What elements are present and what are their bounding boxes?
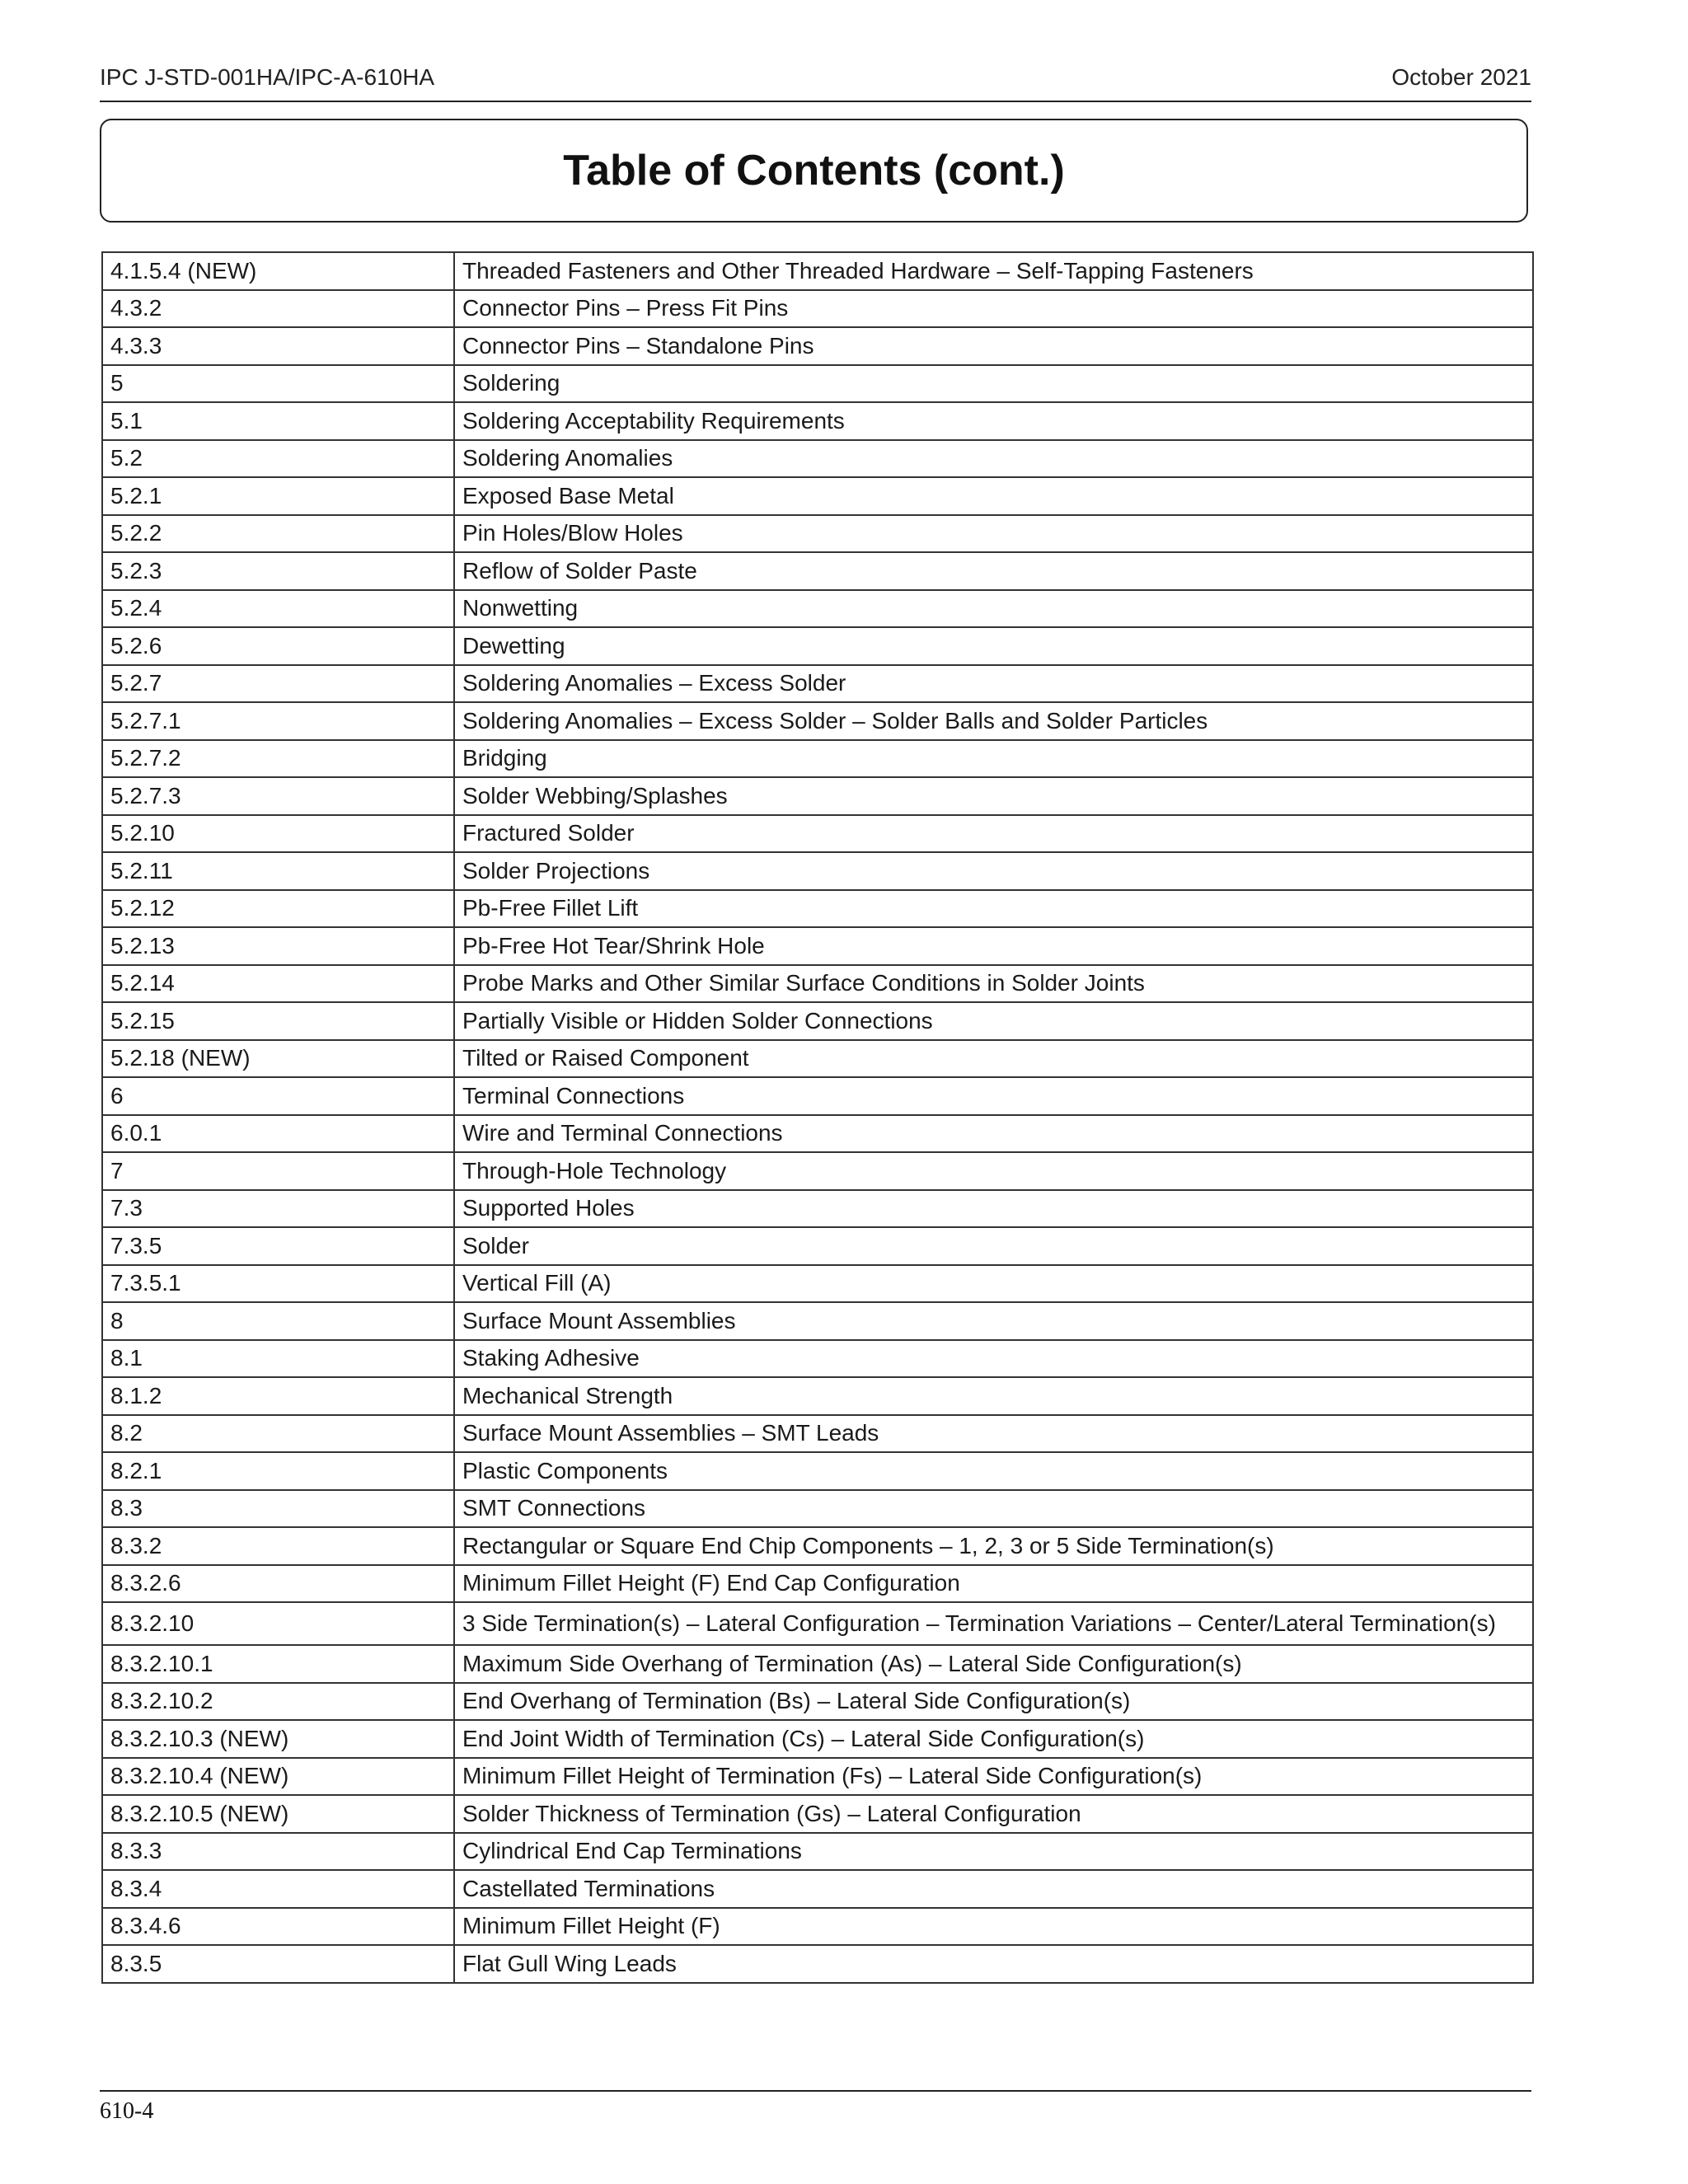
toc-section-number: 5.2.12 bbox=[102, 890, 454, 928]
toc-section-number: 5.2.7.1 bbox=[102, 702, 454, 740]
toc-row bbox=[102, 890, 1533, 928]
toc-row bbox=[102, 1190, 1533, 1228]
toc-section-title: Soldering bbox=[454, 365, 1533, 403]
toc-row bbox=[102, 1758, 1533, 1796]
toc-table bbox=[101, 251, 1534, 1984]
toc-row bbox=[102, 1377, 1533, 1415]
toc-section-number: 6 bbox=[102, 1077, 454, 1115]
toc-section-number: 8.3.2.10.3 (NEW) bbox=[102, 1720, 454, 1758]
toc-section-title: Dewetting bbox=[454, 627, 1533, 665]
toc-section-number: 5.2.7.2 bbox=[102, 740, 454, 778]
toc-section-number: 8.2.1 bbox=[102, 1452, 454, 1490]
toc-row bbox=[102, 590, 1533, 628]
toc-section-title: Cylindrical End Cap Terminations bbox=[454, 1833, 1533, 1871]
toc-section-title: Solder Projections bbox=[454, 852, 1533, 890]
toc-section-title: Through-Hole Technology bbox=[454, 1152, 1533, 1190]
document-id: IPC J-STD-001HA/IPC-A-610HA bbox=[100, 64, 435, 90]
toc-row bbox=[102, 1908, 1533, 1946]
toc-row bbox=[102, 440, 1533, 478]
toc-section-number: 5.2.3 bbox=[102, 552, 454, 590]
toc-section-title: Rectangular or Square End Chip Components – 1, 2, 3 or 5 Side Termination(s) bbox=[454, 1527, 1533, 1565]
toc-row bbox=[102, 1945, 1533, 1983]
toc-row bbox=[102, 327, 1533, 365]
toc-row bbox=[102, 777, 1533, 815]
toc-section-number: 6.0.1 bbox=[102, 1115, 454, 1153]
toc-section-title: Surface Mount Assemblies – SMT Leads bbox=[454, 1415, 1533, 1453]
toc-section-title: Minimum Fillet Height (F) bbox=[454, 1908, 1533, 1946]
toc-section-number: 7.3.5 bbox=[102, 1227, 454, 1265]
toc-row bbox=[102, 552, 1533, 590]
toc-row bbox=[102, 1795, 1533, 1833]
toc-row bbox=[102, 1645, 1533, 1683]
toc-section-title: Pb-Free Fillet Lift bbox=[454, 890, 1533, 928]
toc-section-title: Bridging bbox=[454, 740, 1533, 778]
toc-section-title: Pin Holes/Blow Holes bbox=[454, 515, 1533, 553]
toc-section-number: 8.3.5 bbox=[102, 1945, 454, 1983]
toc-section-title: Exposed Base Metal bbox=[454, 477, 1533, 515]
toc-row bbox=[102, 1565, 1533, 1603]
toc-row bbox=[102, 815, 1533, 853]
toc-section-title: Staking Adhesive bbox=[454, 1340, 1533, 1378]
toc-section-title: Reflow of Solder Paste bbox=[454, 552, 1533, 590]
toc-section-number: 5.2.11 bbox=[102, 852, 454, 890]
toc-row bbox=[102, 515, 1533, 553]
toc-section-number: 4.3.2 bbox=[102, 290, 454, 328]
toc-section-number: 8.3.4.6 bbox=[102, 1908, 454, 1946]
title-box bbox=[100, 119, 1528, 223]
toc-section-number: 5 bbox=[102, 365, 454, 403]
toc-row bbox=[102, 702, 1533, 740]
toc-row bbox=[102, 1683, 1533, 1721]
toc-section-title: Maximum Side Overhang of Termination (As) – Lateral Side Configuration(s) bbox=[454, 1645, 1533, 1683]
toc-row bbox=[102, 965, 1533, 1003]
toc-section-title: Connector Pins – Standalone Pins bbox=[454, 327, 1533, 365]
toc-section-number: 5.2.7 bbox=[102, 665, 454, 703]
toc-section-number: 4.1.5.4 (NEW) bbox=[102, 252, 454, 290]
toc-section-title: Solder Thickness of Termination (Gs) – Lateral Configuration bbox=[454, 1795, 1533, 1833]
toc-section-title: Supported Holes bbox=[454, 1190, 1533, 1228]
toc-section-title: Partially Visible or Hidden Solder Connections bbox=[454, 1002, 1533, 1040]
toc-section-title: Minimum Fillet Height (F) End Cap Configuration bbox=[454, 1565, 1533, 1603]
toc-section-title: Probe Marks and Other Similar Surface Conditions in Solder Joints bbox=[454, 965, 1533, 1003]
toc-row bbox=[102, 252, 1533, 290]
toc-section-title: Soldering Anomalies – Excess Solder – Solder Balls and Solder Particles bbox=[454, 702, 1533, 740]
toc-row bbox=[102, 365, 1533, 403]
toc-section-number: 5.1 bbox=[102, 402, 454, 440]
toc-section-number: 8.3.4 bbox=[102, 1870, 454, 1908]
toc-row bbox=[102, 1833, 1533, 1871]
toc-section-title: Mechanical Strength bbox=[454, 1377, 1533, 1415]
toc-section-number: 8.3.2.6 bbox=[102, 1565, 454, 1603]
toc-row bbox=[102, 1602, 1533, 1645]
toc-section-title: Terminal Connections bbox=[454, 1077, 1533, 1115]
toc-section-title: Plastic Components bbox=[454, 1452, 1533, 1490]
toc-row bbox=[102, 927, 1533, 965]
toc-section-number: 8.1.2 bbox=[102, 1377, 454, 1415]
toc-row bbox=[102, 665, 1533, 703]
toc-row bbox=[102, 852, 1533, 890]
toc-section-number: 8.3.2 bbox=[102, 1527, 454, 1565]
toc-row bbox=[102, 477, 1533, 515]
toc-section-number: 5.2.2 bbox=[102, 515, 454, 553]
toc-section-title: SMT Connections bbox=[454, 1490, 1533, 1528]
toc-row bbox=[102, 402, 1533, 440]
toc-row bbox=[102, 1040, 1533, 1078]
toc-section-number: 5.2.4 bbox=[102, 590, 454, 628]
toc-row bbox=[102, 290, 1533, 328]
toc-section-number: 5.2.15 bbox=[102, 1002, 454, 1040]
toc-section-title: Nonwetting bbox=[454, 590, 1533, 628]
toc-row bbox=[102, 1490, 1533, 1528]
toc-section-title: Soldering Anomalies bbox=[454, 440, 1533, 478]
toc-row bbox=[102, 1265, 1533, 1303]
toc-section-title: Soldering Acceptability Requirements bbox=[454, 402, 1533, 440]
toc-row bbox=[102, 1452, 1533, 1490]
toc-section-number: 8.1 bbox=[102, 1340, 454, 1378]
toc-section-number: 7.3 bbox=[102, 1190, 454, 1228]
toc-section-number: 8.3.3 bbox=[102, 1833, 454, 1871]
toc-section-number: 8.3.2.10.2 bbox=[102, 1683, 454, 1721]
toc-row bbox=[102, 1870, 1533, 1908]
toc-section-title: Castellated Terminations bbox=[454, 1870, 1533, 1908]
toc-row bbox=[102, 1302, 1533, 1340]
toc-section-title: Tilted or Raised Component bbox=[454, 1040, 1533, 1078]
document-date: October 2021 bbox=[1391, 64, 1531, 90]
toc-section-number: 4.3.3 bbox=[102, 327, 454, 365]
toc-section-number: 8 bbox=[102, 1302, 454, 1340]
toc-section-title: Minimum Fillet Height of Termination (Fs) – Lateral Side Configuration(s) bbox=[454, 1758, 1533, 1796]
toc-section-number: 5.2.14 bbox=[102, 965, 454, 1003]
toc-section-number: 8.3.2.10.1 bbox=[102, 1645, 454, 1683]
toc-section-number: 8.3.2.10 bbox=[102, 1602, 454, 1645]
toc-row bbox=[102, 1227, 1533, 1265]
page-number: 610-4 bbox=[100, 2098, 154, 2124]
toc-row bbox=[102, 1077, 1533, 1115]
toc-row bbox=[102, 1115, 1533, 1153]
toc-body bbox=[102, 252, 1533, 1983]
toc-section-number: 8.3.2.10.5 (NEW) bbox=[102, 1795, 454, 1833]
toc-section-number: 5.2.13 bbox=[102, 927, 454, 965]
toc-section-number: 7.3.5.1 bbox=[102, 1265, 454, 1303]
toc-section-title: Surface Mount Assemblies bbox=[454, 1302, 1533, 1340]
toc-row bbox=[102, 1152, 1533, 1190]
toc-section-number: 5.2.10 bbox=[102, 815, 454, 853]
toc-section-title: End Overhang of Termination (Bs) – Lateral Side Configuration(s) bbox=[454, 1683, 1533, 1721]
page-header bbox=[100, 59, 1531, 102]
toc-section-title: 3 Side Termination(s) – Lateral Configuration – Termination Variations – Center/Lateral Termination(s) bbox=[454, 1602, 1533, 1645]
toc-row bbox=[102, 1340, 1533, 1378]
toc-section-title: Solder Webbing/Splashes bbox=[454, 777, 1533, 815]
toc-section-number: 5.2.7.3 bbox=[102, 777, 454, 815]
toc-section-title: Soldering Anomalies – Excess Solder bbox=[454, 665, 1533, 703]
toc-section-title: Solder bbox=[454, 1227, 1533, 1265]
toc-row bbox=[102, 1527, 1533, 1565]
toc-section-number: 8.2 bbox=[102, 1415, 454, 1453]
toc-section-number: 5.2.18 (NEW) bbox=[102, 1040, 454, 1078]
toc-section-number: 5.2 bbox=[102, 440, 454, 478]
toc-section-title: Flat Gull Wing Leads bbox=[454, 1945, 1533, 1983]
toc-section-title: Fractured Solder bbox=[454, 815, 1533, 853]
toc-section-title: Vertical Fill (A) bbox=[454, 1265, 1533, 1303]
toc-section-number: 5.2.1 bbox=[102, 477, 454, 515]
toc-section-title: Pb-Free Hot Tear/Shrink Hole bbox=[454, 927, 1533, 965]
toc-row bbox=[102, 1720, 1533, 1758]
toc-section-number: 7 bbox=[102, 1152, 454, 1190]
toc-section-number: 8.3 bbox=[102, 1490, 454, 1528]
toc-row bbox=[102, 740, 1533, 778]
footer-rule bbox=[100, 2090, 1531, 2092]
toc-section-title: Threaded Fasteners and Other Threaded Hardware – Self-Tapping Fasteners bbox=[454, 252, 1533, 290]
toc-section-title: End Joint Width of Termination (Cs) – Lateral Side Configuration(s) bbox=[454, 1720, 1533, 1758]
page-title: Table of Contents (cont.) bbox=[563, 147, 1065, 194]
toc-section-title: Wire and Terminal Connections bbox=[454, 1115, 1533, 1153]
toc-row bbox=[102, 1002, 1533, 1040]
toc-row bbox=[102, 1415, 1533, 1453]
toc-section-title: Connector Pins – Press Fit Pins bbox=[454, 290, 1533, 328]
toc-section-number: 8.3.2.10.4 (NEW) bbox=[102, 1758, 454, 1796]
toc-section-number: 5.2.6 bbox=[102, 627, 454, 665]
toc-row bbox=[102, 627, 1533, 665]
